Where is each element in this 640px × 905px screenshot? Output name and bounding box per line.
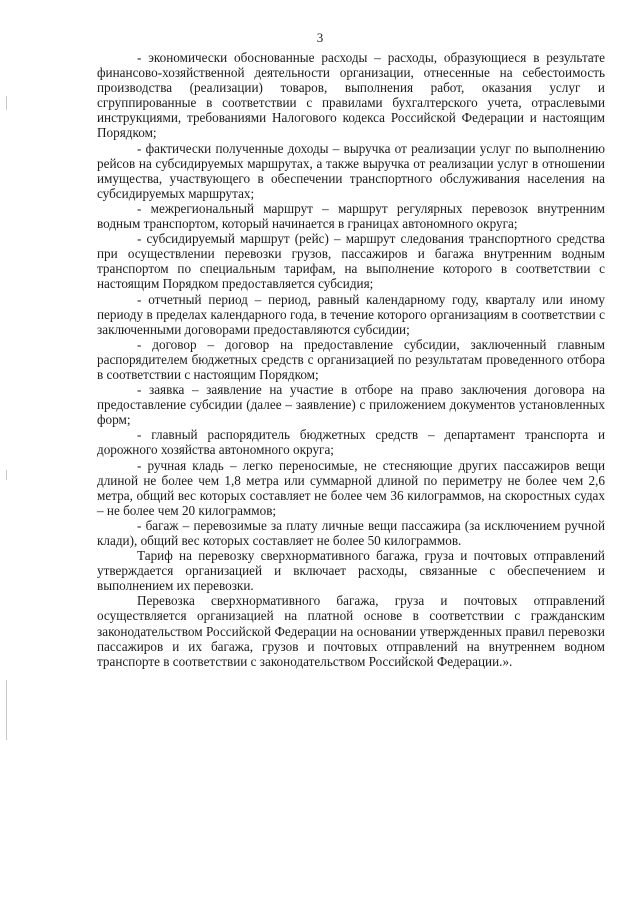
definition-subsidized-route: - субсидируемый маршрут (рейс) – маршрут следования транспортного средства при осуществлении перевозки грузов, пассажиров и багажа внутренним водным транспортом по специальным тарифам, на выполнение которого в соответствии с настоящим Порядком предоставляется субсидия; <box>97 231 605 292</box>
definition-actual-income: - фактически полученные доходы – выручка от реализации услуг по выполнению рейсов на субсидируемых маршрутах, а также выручка от реализации услуг в отношении имущества, участвующего в обеспечении транспортного обслуживания населения на субсидируемых маршрутах; <box>97 140 605 201</box>
definition-economic-costs: - экономически обоснованные расходы – расходы, образующиеся в результате финансово-хозяйственной деятельности организации, отнесенные на себестоимость производства (реализации) товаров, выполнения работ, оказания услуг и сгруппированные в соответствии с правилами бухгалтерского учета, отраслевыми инструкциями, требованиями Налогового кодекса Российской Федерации и настоящим Порядком; <box>97 50 605 141</box>
document-body <box>97 50 605 669</box>
scan-edge-mark <box>6 470 7 480</box>
scan-edge-mark <box>6 680 7 740</box>
definition-reporting-period: - отчетный период – период, равный календарному году, кварталу или иному периоду в пределах календарного года, в течение которого организациям в соответствии с заключенными договорами предоставляются субсидии; <box>97 291 605 337</box>
definition-baggage: - багаж – перевозимые за плату личные вещи пассажира (за исключением ручной клади), общий вес которых составляет не более 50 килограммов. <box>97 517 605 548</box>
tariff-paragraph: Тариф на перевозку сверхнормативного багажа, груза и почтовых отправлений утверждается организацией и включает расходы, связанные с обеспечением и выполнением их перевозки. <box>97 548 605 594</box>
definition-application: - заявка – заявление на участие в отборе на право заключения договора на предоставление субсидии (далее – заявление) с приложением документов установленных форм; <box>97 382 605 428</box>
transport-paragraph: Перевозка сверхнормативного багажа, груза и почтовых отправлений осуществляется организацией на платной основе в соответствии с гражданским законодательством Российской Федерации на основании утвержденных правил перевозки пассажиров и их багажа, грузов и почтовых отправлений на внутреннем водном транспорте в соответствии с законодательством Российской Федерации.». <box>97 593 605 669</box>
definition-hand-luggage: - ручная кладь – легко переносимые, не стесняющие других пассажиров вещи длиной не более чем 1,8 метра или суммарной длиной по периметру не более чем 2,6 метра, общий вес которых составляет не более чем 36 килограммов, на скоростных судах – не более чем 20 килограммов; <box>97 457 605 518</box>
definition-chief-budget-manager: - главный распорядитель бюджетных средств – департамент транспорта и дорожного хозяйства автономного округа; <box>97 427 605 458</box>
page-number: 3 <box>316 30 324 45</box>
definition-interregional-route: - межрегиональный маршрут – маршрут регулярных перевозок внутренним водным транспортом, который начинается в границах автономного округа; <box>97 200 605 232</box>
scan-edge-mark <box>6 96 7 110</box>
definition-contract: - договор – договор на предоставление субсидии, заключенный главным распорядителем бюджетных средств с организацией по результатам проведенного отбора в соответствии с настоящим Порядком; <box>97 336 605 382</box>
